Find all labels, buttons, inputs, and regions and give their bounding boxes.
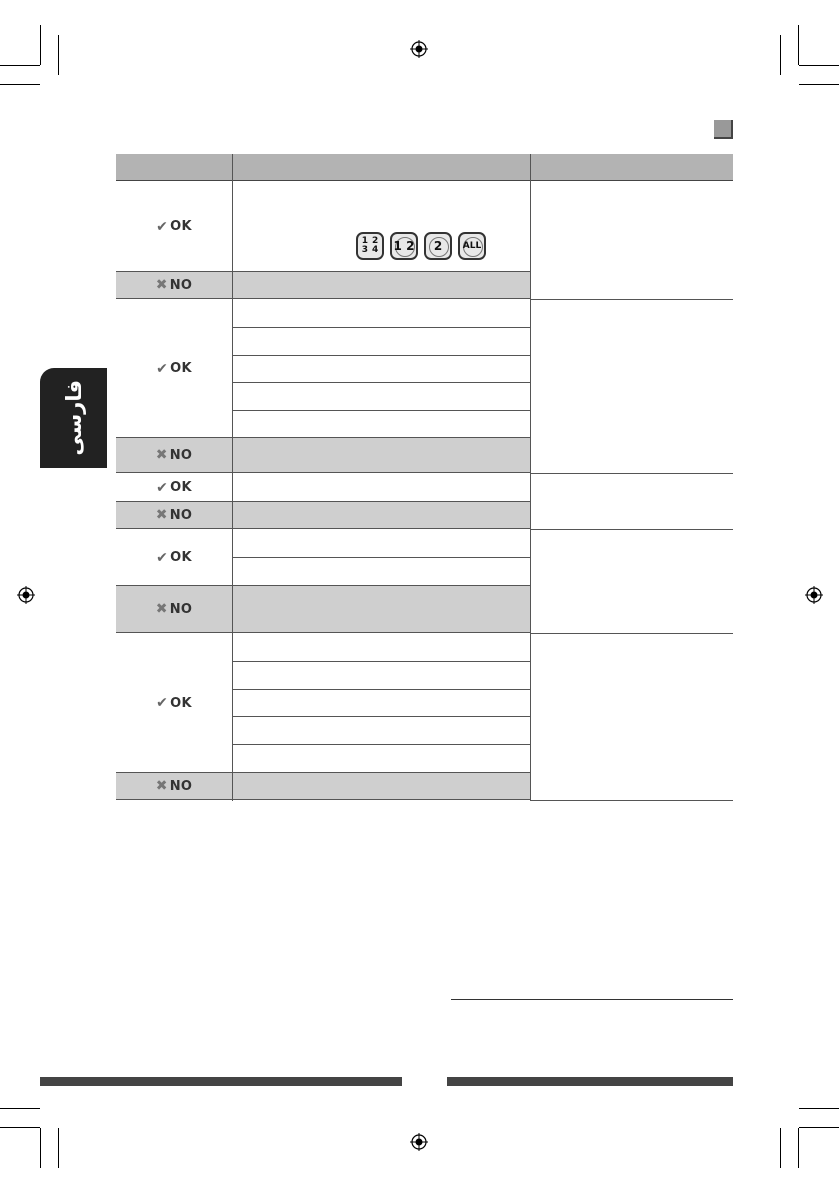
region-code-12-icon: 1 2	[390, 232, 418, 260]
status-no: ✖ NO	[155, 507, 193, 523]
footnote-rule	[451, 999, 733, 1000]
status-no: ✖ NO	[155, 447, 193, 463]
registration-mark-icon	[410, 1133, 428, 1151]
crop-mark	[0, 1127, 40, 1128]
crop-mark	[0, 65, 40, 66]
cross-icon: ✖	[155, 601, 168, 617]
footer-bar-left	[40, 1077, 402, 1086]
region-code-2-icon: 2	[424, 232, 452, 260]
crop-mark	[798, 25, 799, 65]
registration-mark-icon	[17, 586, 35, 604]
crop-mark	[798, 1128, 799, 1168]
status-no: ✖ NO	[155, 778, 193, 794]
status-ok: ✔ OK	[156, 695, 192, 711]
crop-mark	[0, 1108, 40, 1109]
status-ok: ✔ OK	[156, 218, 192, 235]
check-icon: ✔	[156, 360, 169, 377]
check-icon: ✔	[156, 479, 169, 496]
crop-mark	[40, 1128, 41, 1168]
row-divider	[530, 633, 733, 634]
crop-mark	[799, 1108, 839, 1109]
cross-icon: ✖	[155, 778, 168, 794]
check-icon: ✔	[156, 218, 169, 235]
column-divider	[232, 154, 233, 801]
status-no: ✖ NO	[155, 601, 193, 617]
row-divider	[232, 557, 530, 558]
table-header	[116, 154, 733, 181]
row-divider	[530, 800, 733, 801]
row-divider	[530, 529, 733, 530]
row-divider	[232, 689, 530, 690]
row-divider	[232, 661, 530, 662]
crop-mark	[58, 35, 59, 75]
row-divider	[530, 473, 733, 474]
footer-bar-right	[447, 1077, 733, 1086]
row-divider	[232, 410, 530, 411]
crop-mark	[799, 1127, 839, 1128]
status-no: ✖ NO	[116, 271, 530, 299]
status-ok: ✔ OK	[156, 479, 192, 496]
column-divider	[530, 154, 531, 801]
row-divider	[232, 382, 530, 383]
side-tab-label: فارسی	[61, 380, 86, 456]
section-marker-icon	[714, 120, 733, 139]
row-divider	[530, 299, 733, 300]
status-ok: ✔ OK	[156, 549, 192, 566]
row-divider	[232, 744, 530, 745]
registration-mark-icon	[410, 40, 428, 58]
registration-mark-icon	[805, 586, 823, 604]
crop-mark	[780, 1128, 781, 1168]
language-side-tab	[40, 368, 107, 468]
crop-mark	[0, 84, 40, 85]
cross-icon: ✖	[155, 447, 168, 463]
crop-mark	[780, 35, 781, 75]
status-ok: ✔ OK	[156, 360, 192, 377]
crop-mark	[58, 1128, 59, 1168]
cross-icon: ✖	[155, 277, 168, 293]
crop-mark	[799, 84, 839, 85]
row-divider	[232, 327, 530, 328]
region-code-icons	[356, 232, 486, 260]
crop-mark	[799, 65, 839, 66]
compatibility-table	[116, 154, 733, 801]
region-code-all-icon: ALL	[458, 232, 486, 260]
crop-mark	[40, 25, 41, 65]
check-icon: ✔	[156, 549, 169, 566]
region-code-1234-icon: 1 2 3 4	[356, 232, 384, 260]
check-icon: ✔	[156, 695, 169, 711]
row-divider	[232, 355, 530, 356]
cross-icon: ✖	[155, 507, 168, 523]
row-divider	[232, 716, 530, 717]
